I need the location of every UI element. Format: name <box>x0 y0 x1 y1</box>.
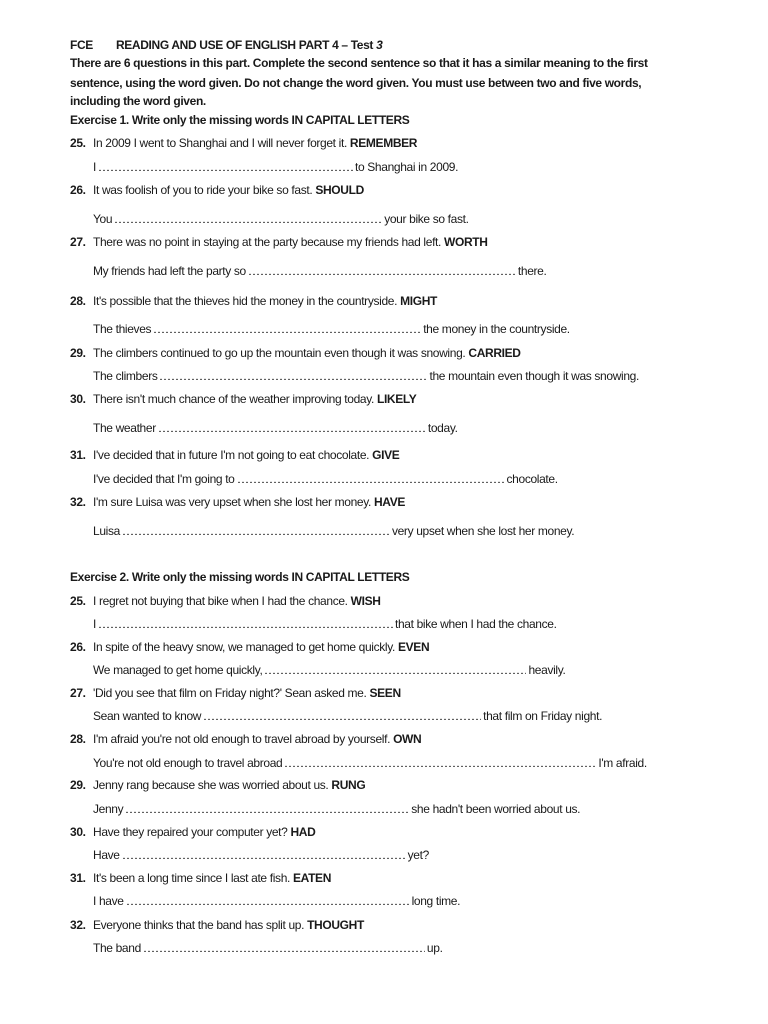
exercise-heading: Exercise 1. Write only the missing words IN CAPITAL LETTERS <box>70 113 410 127</box>
question-number: 27. <box>70 235 86 249</box>
question-sentence: Jenny rang because she was worried about us. <box>93 778 329 792</box>
question-sentence: I've decided that in future I'm not going to eat chocolate. <box>93 448 370 462</box>
answer-blank[interactable] <box>126 895 410 905</box>
answer-suffix: I'm afraid. <box>598 756 647 770</box>
answer-suffix: to Shanghai in 2009. <box>354 160 459 174</box>
question-number: 32. <box>70 495 86 509</box>
answer-suffix: the money in the countryside. <box>423 322 570 336</box>
answer-prefix: The weather <box>93 421 156 435</box>
answer-line <box>93 802 580 816</box>
answer-line <box>93 709 602 723</box>
question <box>70 346 521 360</box>
instructions-line-3: including the word given. <box>70 94 206 108</box>
answer-line <box>93 160 458 174</box>
answer-prefix: You <box>93 212 113 226</box>
answer-line <box>93 264 546 278</box>
answer-prefix: The climbers <box>93 369 158 383</box>
key-word: EATEN <box>293 871 332 885</box>
answer-blank[interactable] <box>237 473 505 483</box>
answer-suffix: she hadn't been worried about us. <box>411 802 581 816</box>
answer-suffix: very upset when she lost her money. <box>391 524 575 538</box>
question <box>70 495 405 509</box>
question-number: 31. <box>70 448 86 462</box>
answer-line <box>93 524 574 538</box>
answer-line <box>93 663 565 677</box>
question-sentence: Have they repaired your computer yet? <box>93 825 288 839</box>
answer-suffix: your bike so fast. <box>384 212 469 226</box>
page-title: READING AND USE OF ENGLISH PART 4 – Test <box>115 38 374 52</box>
question <box>70 640 429 654</box>
question-sentence: It's been a long time since I last ate fish. <box>93 871 291 885</box>
question-number: 29. <box>70 778 86 792</box>
question <box>70 294 437 308</box>
answer-blank[interactable] <box>159 370 427 380</box>
key-word: WISH <box>350 594 381 608</box>
answer-suffix: there. <box>517 264 547 278</box>
question <box>70 136 417 150</box>
question-number: 25. <box>70 136 86 150</box>
answer-suffix: long time. <box>411 894 461 908</box>
answer-prefix: Luisa <box>93 524 120 538</box>
answer-prefix: Sean wanted to know <box>93 709 202 723</box>
question <box>70 448 399 462</box>
answer-line <box>93 617 557 631</box>
answer-prefix: I <box>93 160 96 174</box>
answer-line <box>93 941 443 955</box>
key-word: REMEMBER <box>349 136 418 150</box>
test-number: 3 <box>376 38 383 52</box>
answer-line <box>93 756 647 770</box>
answer-suffix: the mountain even though it was snowing. <box>429 369 639 383</box>
answer-blank[interactable] <box>284 757 596 767</box>
question-sentence: I regret not buying that bike when I had the chance. <box>93 594 348 608</box>
question-sentence: I'm sure Luisa was very upset when she lost her money. <box>93 495 371 509</box>
answer-suffix: up. <box>426 941 443 955</box>
question <box>70 235 488 249</box>
question-number: 29. <box>70 346 86 360</box>
answer-line <box>93 894 460 908</box>
key-word: THOUGHT <box>307 918 364 932</box>
question-number: 27. <box>70 686 86 700</box>
key-word: LIKELY <box>376 392 417 406</box>
answer-suffix: heavily. <box>528 663 566 677</box>
answer-suffix: today. <box>427 421 458 435</box>
key-word: GIVE <box>372 448 400 462</box>
question-number: 30. <box>70 392 86 406</box>
question-sentence: In 2009 I went to Shanghai and I will never forget it. <box>93 136 347 150</box>
question-sentence: Everyone thinks that the band has split up. <box>93 918 305 932</box>
answer-blank[interactable] <box>125 803 409 813</box>
answer-prefix: I have <box>93 894 124 908</box>
exercise-heading: Exercise 2. Write only the missing words IN CAPITAL LETTERS <box>70 570 410 584</box>
exam-code: FCE <box>70 38 93 52</box>
answer-line <box>93 472 558 486</box>
answer-blank[interactable] <box>248 265 516 275</box>
instructions-line-1: There are 6 questions in this part. Complete the second sentence so that it has a similar meaning to the first <box>70 56 648 70</box>
question-sentence: There isn't much chance of the weather improving today. <box>93 392 374 406</box>
question <box>70 918 364 932</box>
key-word: EVEN <box>397 640 430 654</box>
key-word: SEEN <box>369 686 401 700</box>
answer-prefix: You're not old enough to travel abroad <box>93 756 283 770</box>
question <box>70 594 381 608</box>
question-number: 30. <box>70 825 86 839</box>
question-sentence: There was no point in staying at the party because my friends had left. <box>93 235 442 249</box>
answer-blank[interactable] <box>98 161 353 171</box>
answer-suffix: that film on Friday night. <box>483 709 603 723</box>
answer-prefix: We managed to get home quickly, <box>93 663 263 677</box>
answer-blank[interactable] <box>203 710 481 720</box>
answer-blank[interactable] <box>143 942 425 952</box>
answer-blank[interactable] <box>153 323 421 333</box>
answer-blank[interactable] <box>122 525 390 535</box>
answer-line <box>93 421 458 435</box>
answer-line <box>93 848 429 862</box>
question-sentence: It's possible that the thieves hid the money in the countryside. <box>93 294 398 308</box>
answer-line <box>93 369 639 383</box>
question-number: 26. <box>70 183 86 197</box>
key-word: WORTH <box>444 235 488 249</box>
question-number: 28. <box>70 294 86 308</box>
answer-prefix: Jenny <box>93 802 124 816</box>
answer-blank[interactable] <box>158 422 426 432</box>
answer-suffix: yet? <box>407 848 429 862</box>
question <box>70 183 364 197</box>
question <box>70 686 401 700</box>
header-line <box>70 38 382 52</box>
answer-blank[interactable] <box>122 849 406 859</box>
question <box>70 871 331 885</box>
key-word: CARRIED <box>468 346 521 360</box>
question <box>70 778 365 792</box>
question <box>70 392 416 406</box>
question-sentence: I'm afraid you're not old enough to travel abroad by yourself. <box>93 732 391 746</box>
answer-prefix: My friends had left the party so <box>93 264 246 278</box>
key-word: MIGHT <box>400 294 437 308</box>
key-word: OWN <box>393 732 422 746</box>
answer-prefix: The band <box>93 941 141 955</box>
key-word: HAVE <box>373 495 406 509</box>
key-word: HAD <box>290 825 316 839</box>
answer-prefix: I've decided that I'm going to <box>93 472 235 486</box>
question-sentence: 'Did you see that film on Friday night?' Sean asked me. <box>93 686 367 700</box>
question-number: 32. <box>70 918 86 932</box>
answer-prefix: Have <box>93 848 120 862</box>
question-sentence: The climbers continued to go up the mountain even though it was snowing. <box>93 346 466 360</box>
question-number: 26. <box>70 640 86 654</box>
answer-blank[interactable] <box>114 213 382 223</box>
question-number: 31. <box>70 871 86 885</box>
answer-suffix: chocolate. <box>506 472 558 486</box>
question-number: 25. <box>70 594 86 608</box>
question-sentence: In spite of the heavy snow, we managed to get home quickly. <box>93 640 395 654</box>
key-word: SHOULD <box>315 183 364 197</box>
question <box>70 732 421 746</box>
answer-line <box>93 322 570 336</box>
answer-prefix: The thieves <box>93 322 152 336</box>
answer-line <box>93 212 469 226</box>
answer-suffix: that bike when I had the chance. <box>394 617 557 631</box>
instructions-line-2: sentence, using the word given. Do not change the word given. You must use between two and five words, <box>70 76 642 90</box>
question <box>70 825 315 839</box>
key-word: RUNG <box>331 778 366 792</box>
answer-blank[interactable] <box>98 618 393 628</box>
answer-blank[interactable] <box>264 664 526 674</box>
question-sentence: It was foolish of you to ride your bike so fast. <box>93 183 313 197</box>
answer-prefix: I <box>93 617 96 631</box>
question-number: 28. <box>70 732 86 746</box>
